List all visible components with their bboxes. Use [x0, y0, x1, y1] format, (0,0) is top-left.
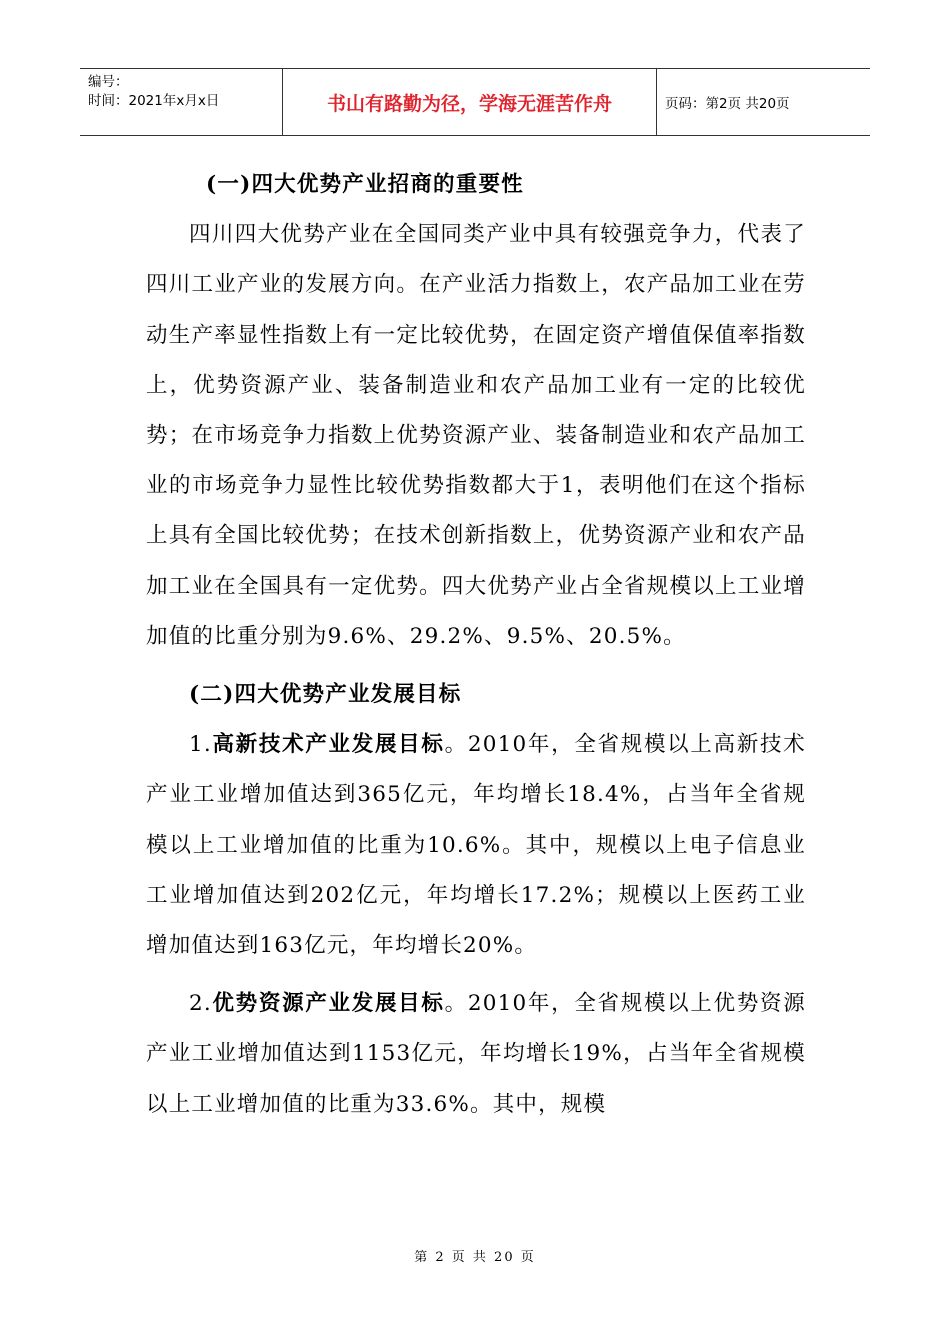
goal-item-2 — [146, 979, 806, 1130]
goal-item-2-number: 2. — [189, 991, 212, 1017]
goal-item-2-title: 优势资源产业发展目标 — [211, 991, 445, 1017]
goal-item-1 — [146, 720, 806, 971]
document-body — [146, 160, 806, 1130]
date-line: 时间：2021年x月x日 — [88, 93, 220, 109]
page-header — [80, 68, 870, 136]
header-meta — [80, 69, 283, 135]
section-1-heading: (一)四大优势产业招商的重要性 — [206, 172, 524, 197]
goal-item-2-text: 。2010年，全省规模以上优势资源产业工业增加值达到1153亿元，年均增长19%，占当年全省规模以上工业增加值的比重为33.6%。其中，规模 — [146, 991, 806, 1117]
header-motto: 书山有路勤为径，学海无涯苦作舟 — [283, 69, 657, 135]
page-footer: 第 2 页 共 20 页 — [414, 1250, 536, 1265]
goal-item-1-title: 高新技术产业发展目标 — [211, 732, 445, 758]
header-page-info: 页码：第2页 共20页 — [665, 96, 790, 112]
goal-item-1-text: 。2010年，全省规模以上高新技术产业工业增加值达到365亿元，年均增长18.4%，占当年全省规模以上工业增加值的比重为10.6%。其中，规模以上电子信息业工业增加值达到202亿元，年均增长17.2%；规模以上医药工业增加值达到163亿元，年均增长20%。 — [146, 732, 806, 959]
serial-label: 编号： — [88, 74, 129, 90]
section-1-paragraph: 四川四大优势产业在全国同类产业中具有较强竞争力，代表了四川工业产业的发展方向。在产业活力指数上，农产品加工业在劳动生产率显性指数上有一定比较优势，在固定资产增值保值率指数上，优势资源产业、装备制造业和农产品加工业有一定的比较优势；在市场竞争力指数上优势资源产业、装备制造业和农产品加工业的市场竞争力显性比较优势指数都大于1，表明他们在这个指标上具有全国比较优势；在技术创新指数上，优势资源产业和农产品加工业在全国具有一定优势。四大优势产业占全省规模以上工业增加值的比重分别为9.6%、29.2%、9.5%、20.5%。 — [146, 222, 806, 649]
goal-item-1-number: 1. — [189, 732, 212, 758]
section-2-heading: (二)四大优势产业发展目标 — [189, 682, 462, 708]
